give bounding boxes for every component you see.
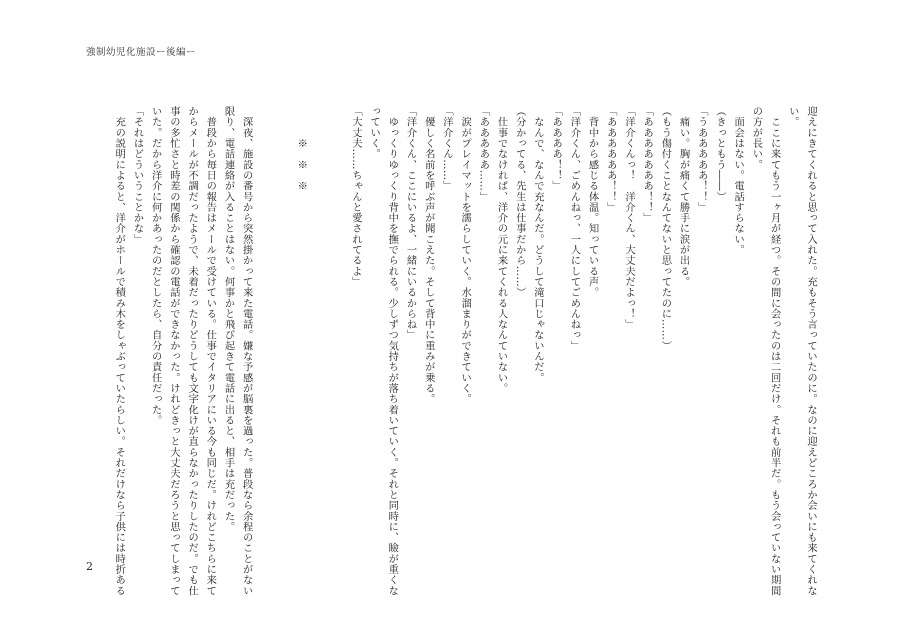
text-line: いた。だから洋介に何かあったのだとしたら、自分の責任だった。	[149, 106, 162, 426]
text-line: 充の説明によると、洋介がホールで積み木をしゃぶっていたらしい。それだけなら子供には時折ある	[113, 106, 126, 596]
page-number: 2	[86, 560, 93, 573]
text-line: 面会はない。電話すらない。	[732, 106, 745, 256]
text-line: なんで、なんで充なんだ。どうして滝口じゃないんだ。	[531, 106, 544, 383]
text-line	[274, 106, 292, 576]
text-line: 「ああああ！！」	[550, 106, 563, 192]
text-line: 背中から感じる体温。知っている声。	[586, 106, 599, 298]
text-line: 「洋介くんっ！ 洋介くん、大丈夫だよっ！」	[622, 106, 635, 330]
text-line	[256, 106, 274, 576]
vertical-body-text	[113, 106, 820, 596]
text-line: ※ ※ ※	[295, 106, 308, 192]
text-line	[329, 106, 347, 576]
text-line: 深夜、施設の番号から突然掛かって来た電話。嫌な予感が脳裏を過った。普段なら余程のことがない	[240, 106, 253, 596]
text-line: 「ああああああ！！」	[604, 106, 617, 213]
text-line: 仕事でなければ、洋介の元に来てくれる人なんていない。	[495, 106, 508, 394]
text-line: 迎えにきてくれると思って入れた。充もそう言っていたのに。なのに迎えどころか会いにも来てくれな	[805, 106, 817, 596]
text-line: 「洋介くん……」	[440, 106, 453, 192]
text-line: っていく。	[368, 106, 381, 160]
text-line: 「あああああああ！！」	[641, 106, 654, 224]
text-line: （きっともう――）	[713, 106, 726, 202]
text-line: 普段から毎日の報告はメールで受けている。仕事でイタリアにいる今も同じだ。けれどこちらに来て	[204, 106, 217, 596]
text-line: 事の多忙さと時差の関係から確認の電話ができなかった。けれどきっと大丈夫だろうと思ってしまって	[167, 106, 180, 596]
text-line: 痛い。胸が痛くて勝手に涙が出る。	[677, 106, 690, 288]
text-line: 限り、電話連絡が入ることはない。何事かと飛び起きて電話に出ると、相手は充だった。	[222, 106, 235, 532]
text-line: 「洋介くん、ここにいるよ、一緒にいるからね」	[404, 106, 417, 341]
text-line: 優しく名前を呼ぶ声が聞こえた。そして背中に重みが乗る。	[422, 106, 435, 405]
text-line: の方が長い。	[750, 106, 763, 170]
text-line: 「洋介くん、ごめんねっ、一人にしてごめんねっ」	[568, 106, 581, 351]
text-line	[310, 106, 328, 576]
running-header: 強制幼児化施設ー後編ー	[86, 47, 197, 58]
text-line: 涙がプレイマットを濡らしていく。水溜まりができていく。	[459, 106, 472, 405]
text-line: （もう傷付くことなんてないと思ってたのに……）	[659, 106, 672, 351]
text-line: からメールが不調だったようで、未着だったりどうしても文字化けが直らなかったりしたのだ。でも仕	[186, 106, 199, 596]
text-line: （分かってる、先生は仕事だから……）	[513, 106, 526, 298]
text-line: 「それはどういうことかな」	[131, 106, 144, 245]
text-line: 「大丈夫……ちゃんと愛されてるよ」	[349, 106, 362, 288]
text-line: 「うあああああ！！」	[695, 106, 708, 213]
text-line: 「あああああ……」	[477, 106, 490, 202]
text-line: い。	[786, 106, 799, 128]
text-line: ここに来てもう一ヶ月が経つ。その間に会ったのは二回だけ。それも前半だ。もう会っていない期間	[768, 106, 781, 596]
text-line: ゆっくりゆっくり背中を撫でられる。少しずつ気持ちが落ち着いていく。それと同時に、瞼が重くな	[386, 106, 399, 596]
